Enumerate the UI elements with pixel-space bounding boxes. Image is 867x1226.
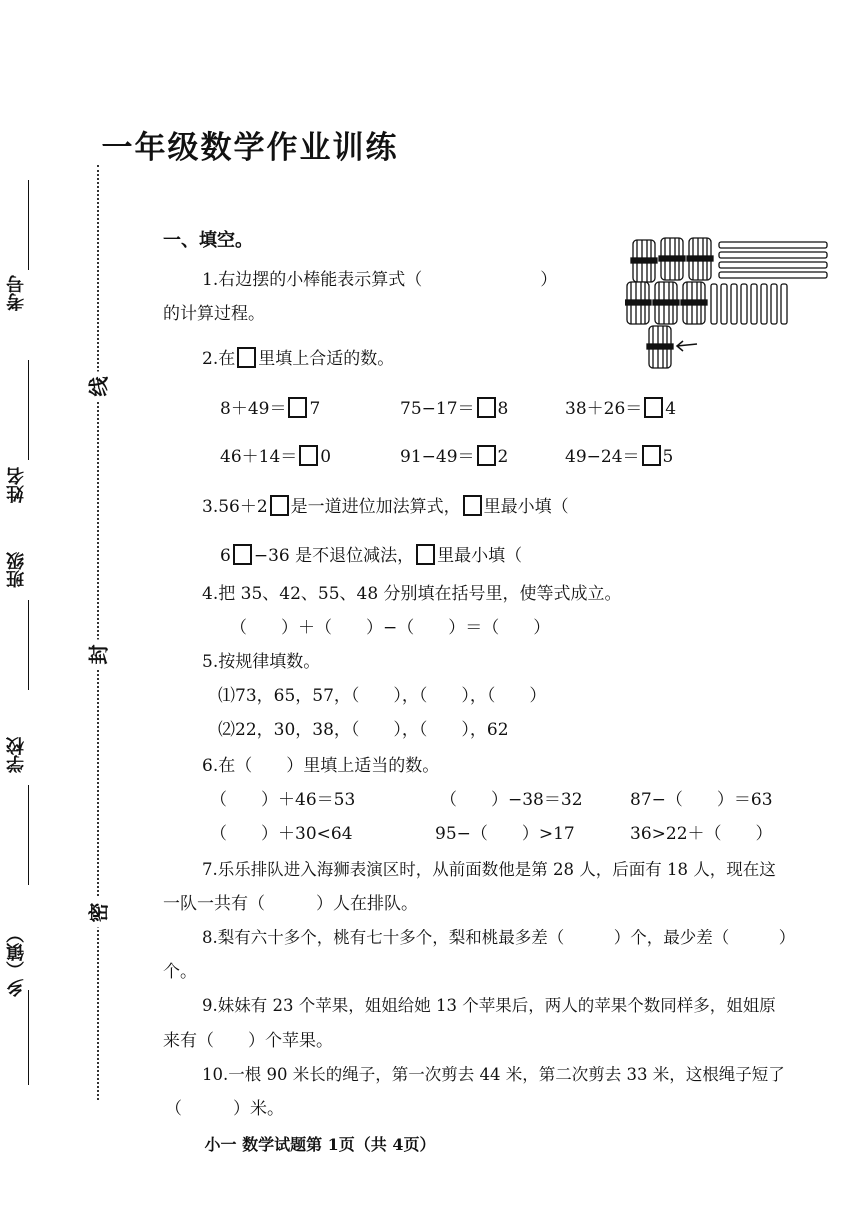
q10-line2: （ ）米。 xyxy=(165,1099,284,1119)
q6-eq-3: 87−（ ）＝63 xyxy=(630,790,773,810)
seal-dotted-line xyxy=(97,165,99,1100)
label-name: 姓名 xyxy=(6,467,27,503)
exam-number-line xyxy=(28,180,29,270)
label-exam-number: 考号 xyxy=(6,275,27,311)
q6-eq-4: （ ）＋30<64 xyxy=(210,824,353,844)
q6-eq-5: 95−（ ）>17 xyxy=(435,824,575,844)
town-line xyxy=(28,990,29,1085)
label-school: 学校 xyxy=(6,737,27,773)
q2-eq-1: 8＋49＝ 7 xyxy=(220,399,321,419)
stick-bundle xyxy=(681,282,707,324)
q1-line2: 的计算过程。 xyxy=(163,304,265,324)
stick-bundle xyxy=(631,240,657,282)
seal-char-seal: 封 xyxy=(83,640,112,670)
arrow-icon xyxy=(677,341,697,351)
seal-char-line: 线 xyxy=(83,372,112,402)
answer-box[interactable] xyxy=(233,544,252,565)
q2-eq-2: 75−17＝ 8 xyxy=(400,399,509,419)
q2-eq-4: 46＋14＝ 0 xyxy=(220,447,332,467)
single-sticks xyxy=(711,242,827,324)
answer-box[interactable] xyxy=(270,495,289,516)
answer-box[interactable] xyxy=(644,397,663,418)
answer-box[interactable] xyxy=(642,445,661,466)
q7-line1: 7.乐乐排队进入海狮表演区时，从前面数他是第 28 人，后面有 18 人，现在这 xyxy=(202,860,776,879)
q6-eq-1: （ ）＋46＝53 xyxy=(210,790,356,810)
q6-eq-6: 36>22＋（ ） xyxy=(630,824,773,844)
stick-bundle xyxy=(653,282,679,324)
q2-eq-5: 91−49＝ 2 xyxy=(400,447,509,467)
answer-box[interactable] xyxy=(477,445,496,466)
q8-line1: 8.梨有六十多个，桃有七十多个，梨和桃最多差（ ）个，最少差（ ） xyxy=(202,928,796,947)
q5-text: 5.按规律填数。 xyxy=(202,652,321,672)
answer-box[interactable] xyxy=(299,445,318,466)
q4-equation: （ ）＋（ ）−（ ）＝（ ） xyxy=(230,618,551,638)
stick-bundle xyxy=(687,238,713,280)
q6-text: 6.在（ ）里填上适当的数。 xyxy=(202,756,440,776)
stick-bundle xyxy=(625,282,651,324)
q8-line2: 个。 xyxy=(163,962,197,982)
stick-bundle xyxy=(647,326,673,368)
q5-sequence-1: ⑴73，65，57，（ ），（ ），（ ） xyxy=(218,686,547,706)
answer-box[interactable] xyxy=(477,397,496,418)
q6-eq-2: （ ）−38＝32 xyxy=(440,790,583,810)
label-town: 乡（镇） xyxy=(6,925,27,997)
answer-box[interactable] xyxy=(288,397,307,418)
answer-box-icon xyxy=(463,495,482,516)
q3-line1: 3.56＋2 是一道进位加法算式， 里最小填（ xyxy=(202,497,569,517)
stick-bundle-group xyxy=(625,238,713,368)
label-class: 班级 xyxy=(6,552,27,588)
sticks-illustration xyxy=(625,232,835,372)
school-line xyxy=(28,785,29,885)
q9-line2: 来有（ ）个苹果。 xyxy=(163,1031,333,1051)
page-footer: 小一 数学试题第 1页（共 4页） xyxy=(204,1135,436,1154)
class-line xyxy=(28,600,29,690)
page-title: 一年级数学作业训练 xyxy=(101,130,399,166)
q10-line1: 10.一根 90 米长的绳子，第一次剪去 44 米，第二次剪去 33 米，这根绳子短了 xyxy=(202,1065,785,1084)
name-line xyxy=(28,360,29,460)
q3-line2: 6 −36 是不退位减法， 里最小填（ xyxy=(220,546,523,566)
section-heading: 一、填空。 xyxy=(163,230,253,251)
q9-line1: 9.妹妹有 23 个苹果，姐姐给她 13 个苹果后，两人的苹果个数同样多，姐姐原 xyxy=(202,996,776,1015)
q5-sequence-2: ⑵22，30，38，（ ），（ ），62 xyxy=(218,720,509,740)
q4-text: 4.把 35、42、55、48 分别填在括号里，使等式成立。 xyxy=(202,584,622,604)
answer-box-icon xyxy=(416,544,435,565)
stick-bundle xyxy=(659,238,685,280)
answer-box-icon xyxy=(237,347,256,368)
q7-line2: 一队一共有（ ）人在排队。 xyxy=(163,894,418,914)
q1-line1: 1.右边摆的小棒能表示算式（ ） xyxy=(202,270,558,290)
q2-eq-3: 38＋26＝ 4 xyxy=(565,399,677,419)
q2-eq-6: 49−24＝ 5 xyxy=(565,447,674,467)
q2-text: 2.在 里填上合适的数。 xyxy=(202,349,395,369)
seal-char-secret: 密 xyxy=(83,898,112,928)
